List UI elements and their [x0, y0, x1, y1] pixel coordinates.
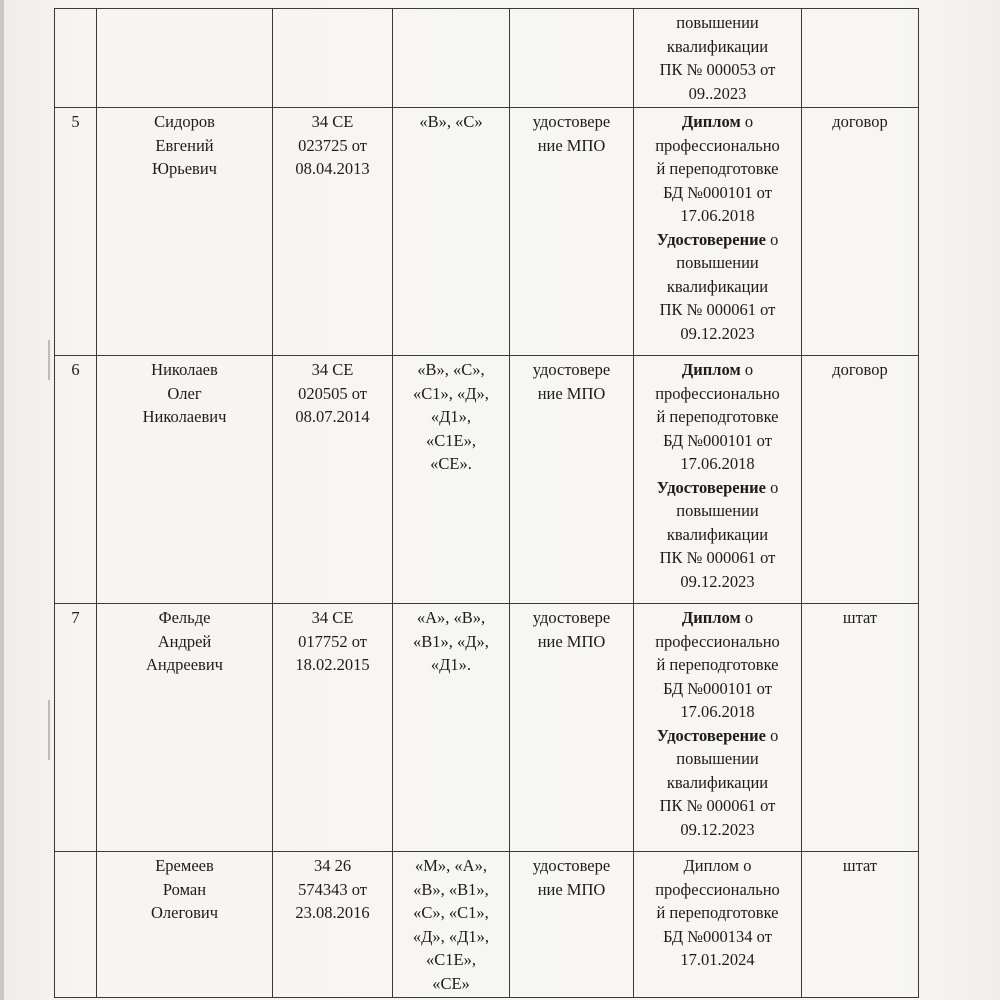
name-line: Андрей	[157, 631, 212, 651]
document-line: удостовере	[532, 608, 611, 627]
category-line: «В», «С»	[419, 112, 483, 131]
document-line: ние МПО	[537, 135, 606, 155]
diploma-line: БД №000101 от	[663, 678, 772, 698]
license-line: 34 СЕ	[311, 608, 354, 627]
cell-name	[97, 356, 273, 604]
category-line: «В», «С»,	[417, 360, 485, 379]
license-line: 18.02.2015	[295, 655, 370, 674]
diploma-text: о	[744, 608, 754, 627]
certificate-line: квалификации	[666, 772, 769, 792]
diploma-line: профессионально	[655, 631, 780, 651]
cell-document	[510, 108, 634, 356]
cell-name	[97, 9, 273, 108]
table-row	[55, 356, 919, 604]
table-row	[55, 604, 919, 852]
diploma-line: й переподготовке	[656, 159, 779, 178]
name-line: Роман	[162, 879, 207, 899]
cell-number	[55, 9, 97, 108]
qualification-line: ПК № 000053 от	[659, 60, 776, 79]
cell-employment: штат	[802, 852, 919, 998]
name-line: Николаев	[151, 360, 218, 379]
diploma-label: Диплом	[681, 360, 741, 379]
diploma-label: Диплом	[681, 608, 741, 627]
certificate-line: ПК № 000061 от	[659, 796, 776, 815]
diploma-label: Диплом	[681, 112, 741, 131]
diploma-line: 17.06.2018	[680, 454, 755, 473]
cell-number: 7	[55, 604, 97, 852]
cell-employment	[802, 9, 919, 108]
qualification-line: квалификации	[666, 36, 769, 56]
cell-document	[510, 9, 634, 108]
qualification-line: й переподготовке	[656, 903, 779, 922]
cell-license	[273, 108, 393, 356]
name-line: Фельде	[158, 608, 211, 627]
certificate-text: о	[770, 477, 779, 497]
cell-qualification	[634, 356, 802, 604]
certificate-line: квалификации	[666, 276, 769, 296]
document-line: удостовере	[532, 112, 611, 131]
scan-artifact	[48, 700, 50, 760]
category-line: «В1», «Д»,	[413, 631, 489, 651]
certificate-text: о	[770, 229, 779, 249]
cell-license	[273, 9, 393, 108]
category-line: «СЕ».	[430, 454, 472, 473]
name-line: Олег	[167, 383, 202, 403]
cell-name	[97, 604, 273, 852]
category-line: «С1», «Д»,	[413, 383, 489, 403]
certificate-line: 09.12.2023	[680, 323, 755, 343]
document-line: ние МПО	[537, 383, 606, 403]
cell-number: 5	[55, 108, 97, 356]
license-line: 017752 от	[298, 631, 367, 651]
license-line: 08.07.2014	[295, 407, 370, 426]
cell-categories	[393, 356, 510, 604]
name-line: Сидоров	[154, 112, 215, 131]
certificate-text: о	[770, 725, 779, 745]
cell-employment: штат	[802, 604, 919, 852]
certificate-label: Удостоверение	[656, 477, 766, 497]
qualification-line: БД №000134 от	[663, 926, 772, 946]
certificate-line: 09.12.2023	[680, 571, 755, 591]
name-line: Олегович	[151, 903, 218, 922]
category-line: «СЕ»	[432, 973, 470, 993]
certificate-line-first	[638, 476, 797, 500]
certificate-line: 09.12.2023	[680, 819, 755, 839]
certificate-line: повышении	[676, 253, 759, 272]
category-line: «Д», «Д1»,	[412, 926, 490, 946]
document-line: удостовере	[532, 360, 611, 379]
certificate-line-first	[638, 228, 797, 252]
qualification-line: Диплом о	[683, 856, 752, 875]
document-line: ние МПО	[537, 631, 606, 651]
diploma-line: профессионально	[655, 383, 780, 403]
cell-license	[273, 852, 393, 998]
license-line: 574343 от	[298, 879, 367, 899]
diploma-line: БД №000101 от	[663, 182, 772, 202]
category-line: «Д1»,	[430, 407, 472, 426]
table-row	[55, 852, 919, 998]
cell-document	[510, 852, 634, 998]
name-line: Еремеев	[155, 856, 214, 875]
cell-license	[273, 604, 393, 852]
diploma-line: й переподготовке	[656, 655, 779, 674]
license-line: 34 СЕ	[311, 112, 354, 131]
diploma-line-first	[638, 606, 797, 630]
category-line: «В», «В1»,	[413, 879, 489, 899]
cell-categories	[393, 9, 510, 108]
qualification-line: повышении	[676, 13, 759, 32]
cell-categories	[393, 108, 510, 356]
certificate-line: квалификации	[666, 524, 769, 544]
cell-qualification	[634, 604, 802, 852]
license-line: 34 СЕ	[311, 360, 354, 379]
certificate-line: повышении	[676, 749, 759, 768]
cell-name	[97, 852, 273, 998]
cell-qualification	[634, 108, 802, 356]
category-line: «С», «С1»,	[413, 903, 489, 922]
cell-number	[55, 852, 97, 998]
table-row	[55, 108, 919, 356]
license-line: 34 26	[313, 856, 352, 875]
diploma-line: БД №000101 от	[663, 430, 772, 450]
license-line: 023725 от	[298, 135, 367, 155]
name-line: Андреевич	[146, 655, 223, 674]
qualification-line: 09..2023	[688, 83, 747, 103]
certificate-line: ПК № 000061 от	[659, 548, 776, 567]
qualification-line: 17.01.2024	[680, 950, 755, 969]
certificate-line-first	[638, 724, 797, 748]
license-line: 08.04.2013	[295, 159, 370, 178]
diploma-text: о	[744, 112, 754, 131]
diploma-line: й переподготовке	[656, 407, 779, 426]
name-line: Юрьевич	[152, 159, 217, 178]
staff-table	[54, 8, 919, 998]
cell-categories	[393, 852, 510, 998]
diploma-line-first	[638, 110, 797, 134]
diploma-line: профессионально	[655, 135, 780, 155]
diploma-line: 17.06.2018	[680, 702, 755, 721]
category-line: «С1Е»,	[426, 430, 476, 450]
diploma-line-first	[638, 358, 797, 382]
certificate-line: ПК № 000061 от	[659, 300, 776, 319]
certificate-label: Удостоверение	[656, 725, 766, 745]
category-line: «С1Е»,	[426, 950, 476, 969]
qualification-line: профессионально	[655, 879, 780, 899]
category-line: «А», «В»,	[416, 608, 486, 627]
page-edge-shadow	[0, 0, 4, 1000]
certificate-label: Удостоверение	[656, 229, 766, 249]
cell-qualification	[634, 9, 802, 108]
cell-number: 6	[55, 356, 97, 604]
license-line: 020505 от	[298, 383, 367, 403]
diploma-text: о	[744, 360, 754, 379]
cell-name	[97, 108, 273, 356]
cell-employment: договор	[802, 356, 919, 604]
cell-employment: договор	[802, 108, 919, 356]
document-line: удостовере	[532, 856, 611, 875]
diploma-line: 17.06.2018	[680, 206, 755, 225]
certificate-line: повышении	[676, 501, 759, 520]
cell-license	[273, 356, 393, 604]
license-line: 23.08.2016	[295, 903, 370, 922]
cell-categories	[393, 604, 510, 852]
cell-document	[510, 356, 634, 604]
category-line: «М», «А»,	[415, 856, 487, 875]
cell-document	[510, 604, 634, 852]
name-line: Евгений	[155, 135, 214, 155]
scan-artifact	[48, 340, 50, 380]
cell-qualification	[634, 852, 802, 998]
category-line: «Д1».	[430, 655, 472, 674]
table-row-continued	[55, 9, 919, 108]
document-line: ние МПО	[537, 879, 606, 899]
name-line: Николаевич	[142, 407, 227, 426]
